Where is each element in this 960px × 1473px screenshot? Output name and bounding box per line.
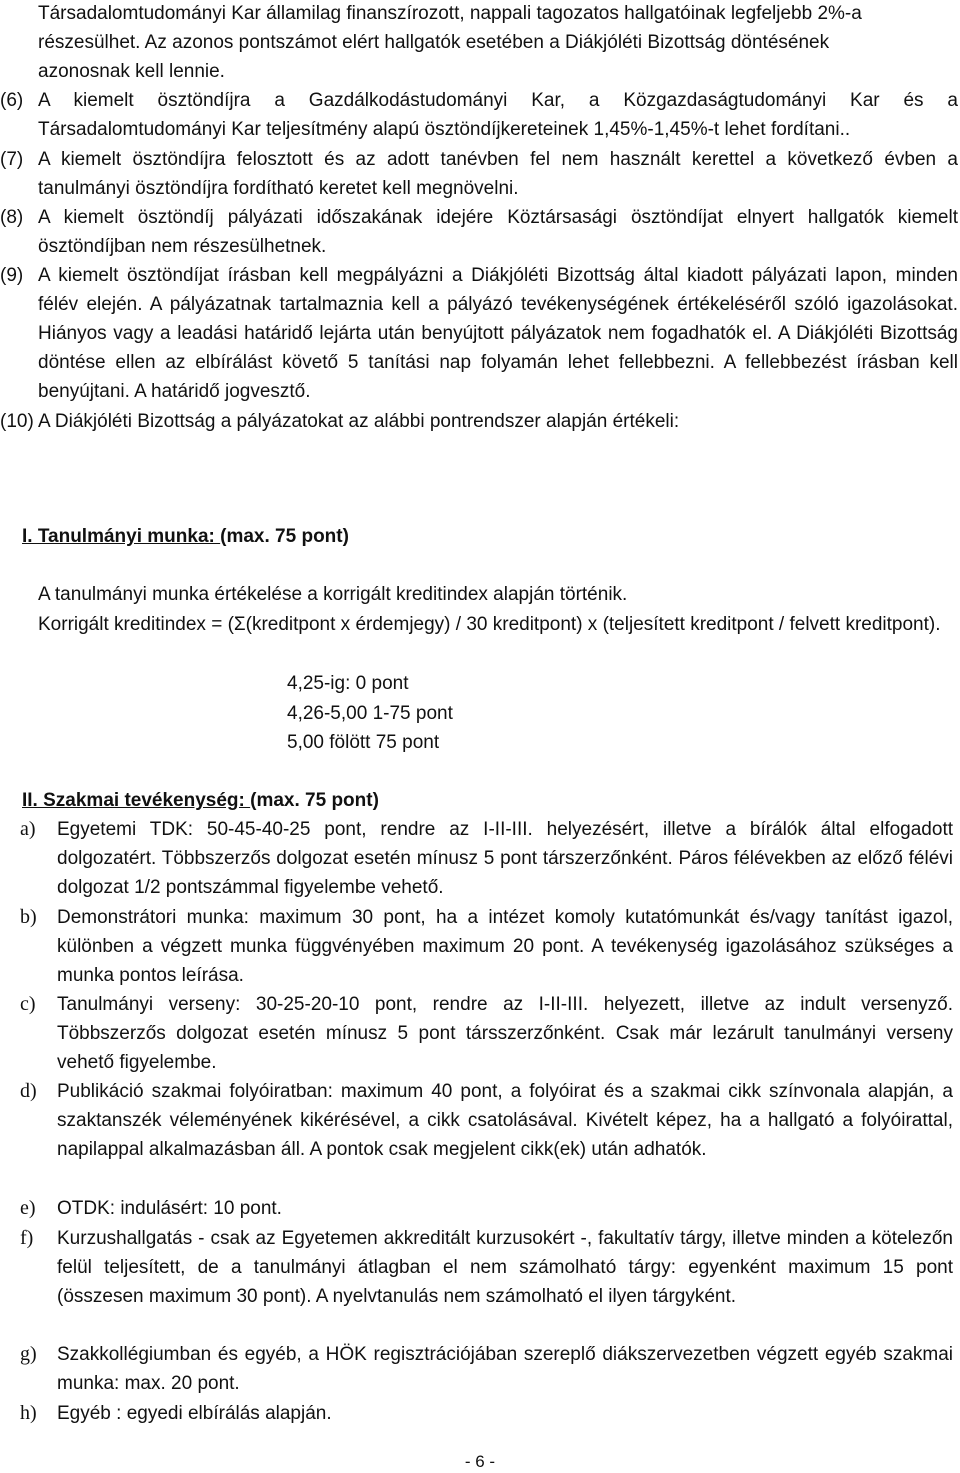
item-text: Egyetemi TDK: 50-45-40-25 pont, rendre az I-II-III. helyezésért, illetve a bírálók által elfogadott dolgozatért. Többszerzős dolgozat esetén mínusz 5 pont társzerzőnként. Páros félévekben az előző félévi dolgozat 1/2 pontszámmal figyelembe vehető. [57,819,953,898]
item-letter: b) [20,906,37,928]
item-text: Egyéb : egyedi elbírálás alapján. [57,1403,332,1424]
section-2-heading [22,786,379,815]
paragraph-text: A Diákjóléti Bizottság a pályázatokat az alábbi pontrendszer alapján értékeli: [38,411,680,432]
item-text: Kurzushallgatás - csak az Egyetemen akkreditált kurzusokért -, fakultatív tárgy, illetve minden a kötelezőn felül teljesített, de a tanulmányi átlagban el nem számolható tárgy: egyenként maximum 15 pont (összesen maximum 30 pont). A nyelvtanulás nem számolható el ilyen tárgyként. [57,1228,953,1307]
paragraph-number: (10) [0,411,34,432]
section-1-formula: Korrigált kreditindex = (Σ(kreditpont x érdemjegy) / 30 kreditpont) x (teljesített kreditpont / felvett kreditpont). [38,614,941,635]
intro-line-1: Társadalomtudományi Kar államilag finanszírozott, nappali tagozatos hallgatóinak legfeljebb 2%-a [38,3,862,24]
section-1-heading [22,522,349,551]
paragraph-text: A kiemelt ösztöndíjat írásban kell megpályázni a Diákjóléti Bizottság által kiadott pályázati lapon, minden félév elején. A pályázatnak tartalmaznia kell a pályázó tevékenységének értékeléséről szóló igazolásokat. Hiányos vagy a leadási határidő lejárta után benyújtott pályázatok nem fogadhatók el. A Diákjóléti Bizottság döntése ellen az elbírálást követő 5 tanítási nap folyamán lehet fellebbezni. A fellebbezést írásban kell benyújtani. A határidő jogvesztő. [38,265,958,402]
item-text: OTDK: indulásért: 10 pont. [57,1198,282,1219]
item-letter: e) [20,1197,36,1219]
item-letter: c) [20,993,36,1015]
section-1-description: A tanulmányi munka értékelése a korrigált kreditindex alapján történik. [38,584,628,605]
page-number: - 6 - [464,1452,496,1471]
scale-line-2: 4,26-5,00 1-75 pont [287,703,453,724]
intro-line-3: azonosnak kell lennie. [38,61,225,82]
section-2-heading-max: (max. 75 pont) [250,790,379,811]
paragraph-number: (8) [0,207,24,228]
paragraph-number: (7) [0,149,24,170]
paragraph-number: (9) [0,265,24,286]
intro-line-2: részesülhet. Az azonos pontszámot elért hallgatók esetében a Diákjóléti Bizottság döntésének [38,32,830,53]
item-letter: a) [20,818,36,840]
section-2-heading-title: II. Szakmai tevékenység: [22,790,251,811]
scale-line-1: 4,25-ig: 0 pont [287,673,409,694]
section-1-heading-title: I. Tanulmányi munka: [22,526,221,547]
item-letter: h) [20,1402,37,1424]
paragraph-text: A kiemelt ösztöndíjra a Gazdálkodástudományi Kar, a Közgazdaságtudományi Kar és a Társadalomtudományi Kar teljesítmény alapú ösztöndíjkereteinek 1,45%-1,45%-t lehet fordítani.. [38,90,958,140]
section-1-heading-max: (max. 75 pont) [220,526,349,547]
paragraph-text: A kiemelt ösztöndíjra felosztott és az adott tanévben fel nem használt kerettel a következő évben a tanulmányi ösztöndíjra fordítható keretet kell megnövelni. [38,149,958,199]
paragraph-text: A kiemelt ösztöndíj pályázati időszakának idejére Köztársasági ösztöndíjat elnyert hallgatók kiemelt ösztöndíjban nem részesülhetnek. [38,207,958,257]
item-letter: f) [20,1227,34,1249]
scale-line-3: 5,00 fölött 75 pont [287,732,440,753]
item-text: Publikáció szakmai folyóiratban: maximum 40 pont, a folyóirat és a szakmai cikk színvonala alapján, a szaktanszék véleményének kikérésével, a cikk csatolásával. Kivételt képez, ha a hallgató a folyóirattal, napilappal alkalmazásban áll. A pontok csak megjelent cikk(ek) után adhatók. [57,1081,953,1160]
item-text: Demonstrátori munka: maximum 30 pont, ha a intézet komoly kutatómunkát és/vagy tanítást igazol, különben a végzett munka függvényében maximum 20 pont. A tevékenység igazolásához szükséges a munka pontos leírása. [57,907,953,986]
item-text: Tanulmányi verseny: 30-25-20-10 pont, rendre az I-II-III. helyezett, illetve az indult versenyző. Többszerzős dolgozat esetén mínusz 5 pont társszerzőnként. Csak már lezárult tanulmányi verseny vehető figyelembe. [57,994,953,1073]
item-letter: d) [20,1080,37,1102]
paragraph-number: (6) [0,90,24,111]
item-text: Szakkollégiumban és egyéb, a HÖK regisztrációjában szereplő diákszervezetben végzett egyéb szakmai munka: max. 20 pont. [57,1344,953,1394]
item-letter: g) [20,1343,37,1365]
